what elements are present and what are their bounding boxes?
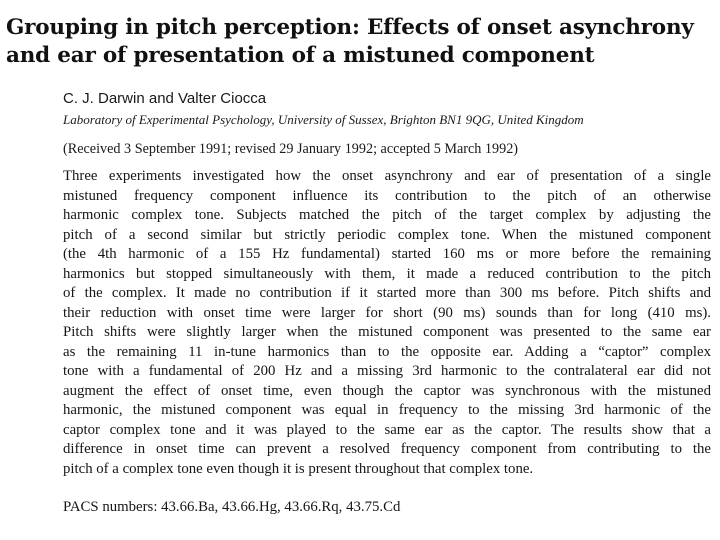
abstract-line: harmonic complex tone. Subjects matched the pitch of the target complex by adjusting the <box>63 207 711 223</box>
abstract-line: augment the effect of onset time, even though the captor was synchronous with the mistuned <box>63 382 711 399</box>
received-dates: (Received 3 September 1991; revised 29 January 1992; accepted 5 March 1992) <box>63 141 519 157</box>
abstract-line: Pitch shifts were slightly larger when the mistuned component was presented to the same ear <box>63 324 711 340</box>
abstract-line: captor complex tone and it was played to the same ear as the captor. The results show that a <box>63 421 711 438</box>
abstract-line: (the 4th harmonic of a 155 Hz fundamental) started 160 ms or more before the remaining <box>63 246 711 262</box>
abstract-line: pitch of a complex tone even though it is present throughout that complex tone. <box>63 460 534 477</box>
abstract-line: difference in onset time can prevent a resolved frequency component from contributing to the <box>63 441 711 457</box>
pacs-numbers: PACS numbers: 43.66.Ba, 43.66.Hg, 43.66.Rq, 43.75.Cd <box>63 499 401 515</box>
abstract-line: their reduction with onset time were larger for short (90 ms) sounds than for long (410 ms). <box>63 304 711 321</box>
abstract-line: harmonics but stopped simultaneously with them, it made a reduced contribution to the pitch <box>63 265 711 282</box>
abstract-line: tone with a fundamental of 200 Hz and a missing 3rd harmonic to the contralateral ear did not <box>63 363 711 379</box>
title-line-1: Grouping in pitch perception: Effects of onset asynchrony <box>6 15 694 40</box>
affiliation: Laboratory of Experimental Psychology, University of Sussex, Brighton BN1 9QG, United Kingdom <box>63 112 584 127</box>
abstract <box>63 167 711 479</box>
title-line-2: and ear of presentation of a mistuned component <box>6 43 595 68</box>
abstract-line: of the complex. It made no contribution if it started more than 300 ms before. Pitch shifts and <box>63 285 711 301</box>
paper-title <box>6 14 714 70</box>
abstract-line: Three experiments investigated how the onset asynchrony and ear of presentation of a single <box>63 168 711 184</box>
abstract-line: harmonic, the mistuned component was equal in frequency to the missing 3rd harmonic of the <box>63 402 711 418</box>
abstract-line: mistuned frequency component influence its contribution to the pitch of an otherwise <box>63 187 711 204</box>
abstract-line: pitch of a second similar but strictly periodic complex tone. When the mistuned component <box>63 226 711 243</box>
authors: C. J. Darwin and Valter Ciocca <box>63 90 267 107</box>
abstract-line: as the remaining 11 in-tune harmonics than to the opposite ear. Adding a “captor” complex <box>63 343 711 360</box>
